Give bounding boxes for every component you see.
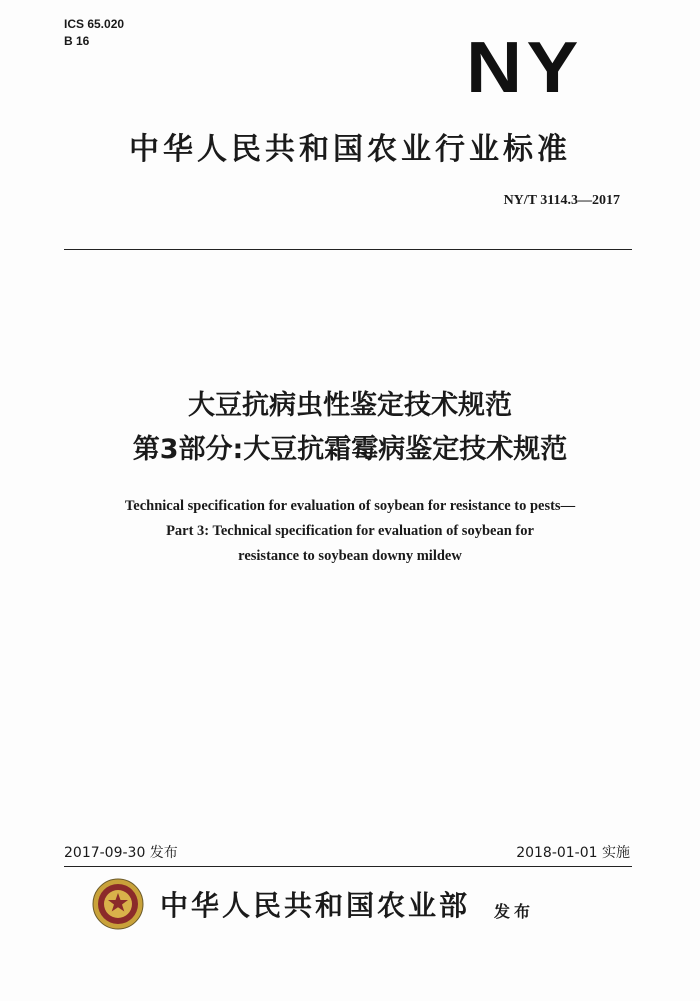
english-title bbox=[0, 494, 700, 569]
ccs-code: B 16 bbox=[64, 34, 90, 48]
classification-codes bbox=[64, 16, 124, 50]
chinese-title-line-1: 大豆抗病虫性鉴定技术规范 bbox=[188, 390, 512, 421]
bottom-divider bbox=[64, 866, 632, 867]
publisher-action: 发布 bbox=[494, 902, 535, 921]
english-title-line-1: Technical specification for evaluation of soybean for resistance to pests— bbox=[124, 498, 576, 514]
publisher-name: 中华人民共和国农业部 bbox=[160, 889, 471, 922]
chinese-title-line-2: 第3部分:大豆抗霜霉病鉴定技术规范 bbox=[132, 434, 568, 465]
top-divider bbox=[64, 249, 632, 250]
english-title-line-3: resistance to soybean downy mildew bbox=[238, 548, 462, 564]
english-title-line-2: Part 3: Technical specification for evaluation of soybean for bbox=[166, 523, 534, 539]
standard-number: NY/T 3114.3—2017 bbox=[503, 193, 620, 208]
ics-code: ICS 65.020 bbox=[64, 17, 125, 31]
standard-category-title: 中华人民共和国农业行业标准 bbox=[129, 132, 571, 167]
issue-date: 2017-09-30 发布 bbox=[64, 845, 178, 861]
national-emblem-icon bbox=[92, 878, 144, 930]
implementation-date: 2018-01-01 实施 bbox=[516, 845, 630, 861]
ny-logo: NY bbox=[466, 28, 583, 108]
